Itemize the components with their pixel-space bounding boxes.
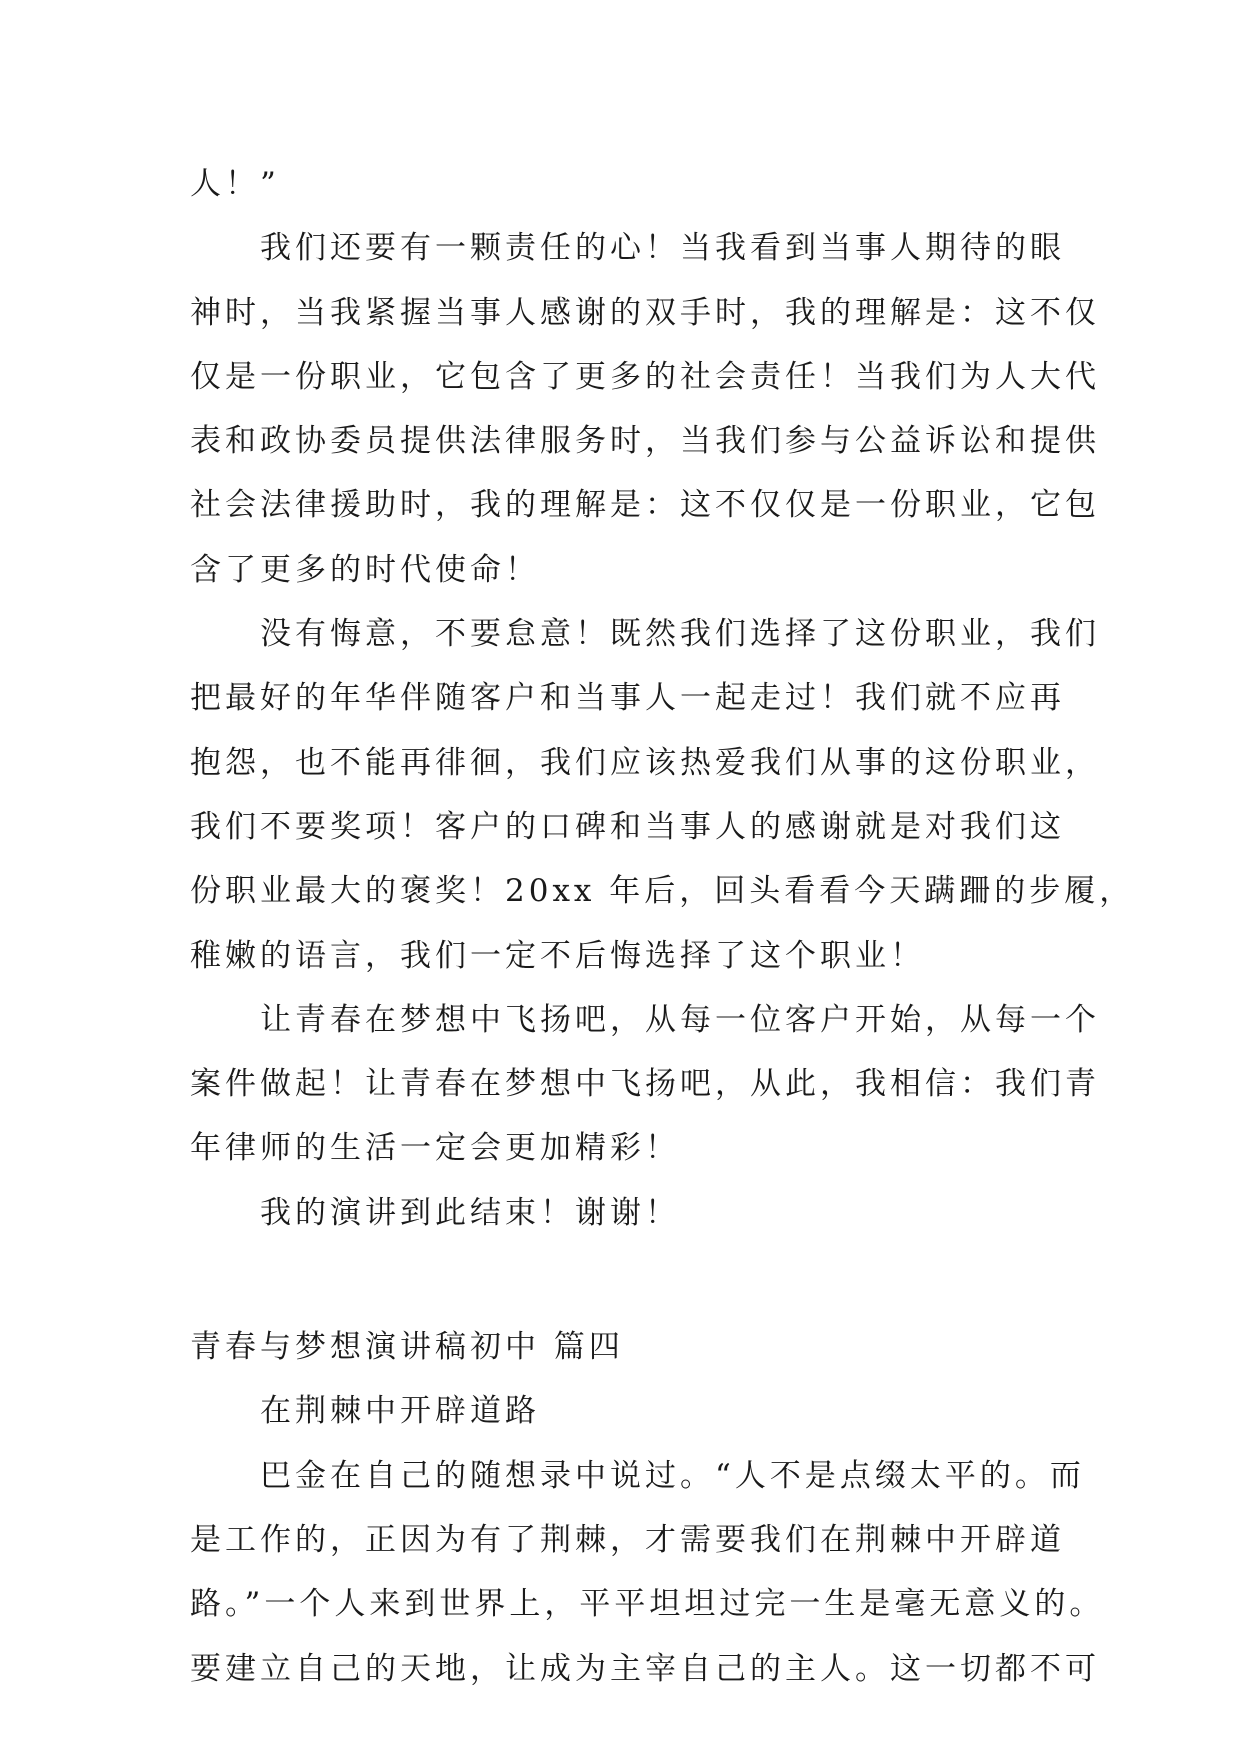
text-line: 没有悔意，不要怠意！既然我们选择了这份职业，我们 bbox=[190, 616, 1100, 653]
text-line: 神时，当我紧握当事人感谢的双手时，我的理解是：这不仅 bbox=[190, 294, 1100, 331]
text-line: 仅是一份职业，它包含了更多的社会责任！当我们为人大代 bbox=[190, 358, 1100, 395]
text-line: 巴金在自己的随想录中说过。“人不是点缀太平的。而 bbox=[190, 1457, 1085, 1494]
section-gap bbox=[190, 1245, 1070, 1315]
section-title: 青春与梦想演讲稿初中 篇四 bbox=[190, 1329, 624, 1366]
text-line: 我的演讲到此结束！谢谢！ bbox=[190, 1194, 680, 1231]
text-line: 要建立自己的天地，让成为主宰自己的主人。这一切都不可 bbox=[190, 1650, 1100, 1687]
text-line: 是工作的，正因为有了荆棘，才需要我们在荆棘中开辟道 bbox=[190, 1521, 1065, 1558]
text-line: 社会法律援助时，我的理解是：这不仅仅是一份职业，它包 bbox=[190, 487, 1100, 524]
text-line: 年律师的生活一定会更加精彩！ bbox=[190, 1130, 680, 1167]
document-body bbox=[190, 152, 1135, 1701]
text-line: 抱怨，也不能再徘徊，我们应该热爱我们从事的这份职业， bbox=[190, 744, 1100, 781]
text-line: 含了更多的时代使命！ bbox=[190, 551, 540, 588]
text-line: 人！” bbox=[190, 166, 280, 202]
text-line: 案件做起！让青春在梦想中飞扬吧，从此，我相信：我们青 bbox=[190, 1066, 1100, 1103]
text-line: 稚嫩的语言，我们一定不后悔选择了这个职业！ bbox=[190, 937, 925, 974]
text-line: 把最好的年华伴随客户和当事人一起走过！我们就不应再 bbox=[190, 680, 1065, 717]
text-line: 份职业最大的褒奖！20xx 年后，回头看看今天蹒跚的步履， bbox=[190, 873, 1135, 910]
text-line: 路。”一个人来到世界上，平平坦坦过完一生是毫无意义的。 bbox=[190, 1586, 1105, 1623]
text-line: 让青春在梦想中飞扬吧，从每一位客户开始，从每一个 bbox=[190, 1001, 1100, 1038]
subtitle: 在荆棘中开辟道路 bbox=[190, 1393, 540, 1430]
text-line: 我们还要有一颗责任的心！当我看到当事人期待的眼 bbox=[190, 230, 1065, 267]
text-line: 表和政协委员提供法律服务时，当我们参与公益诉讼和提供 bbox=[190, 423, 1100, 460]
text-line: 我们不要奖项！客户的口碑和当事人的感谢就是对我们这 bbox=[190, 808, 1065, 845]
